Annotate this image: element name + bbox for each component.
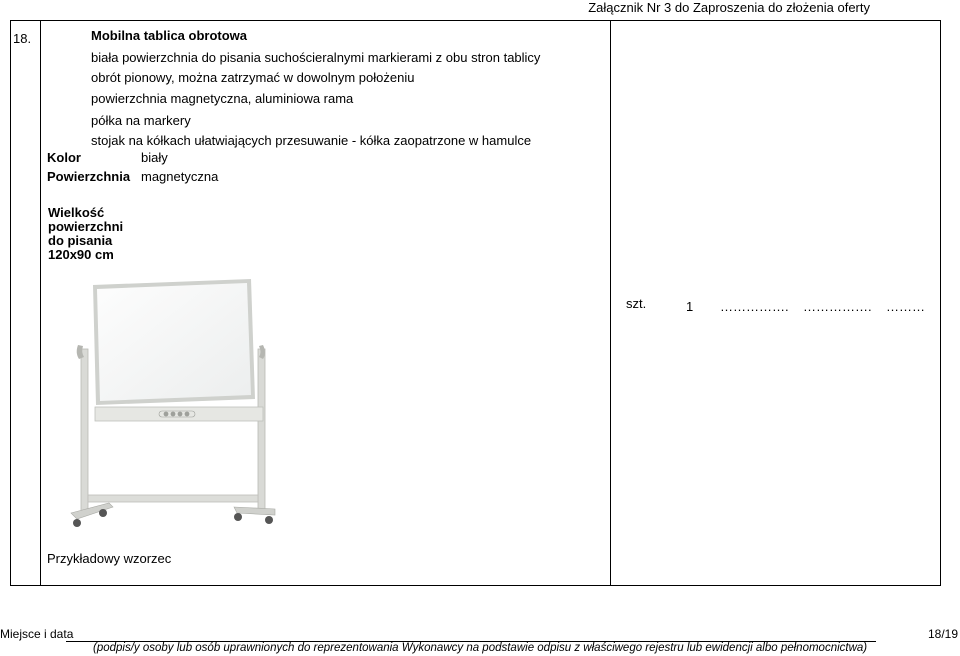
- color-value: biały: [141, 150, 168, 165]
- unit-price-blank[interactable]: …………….: [720, 299, 789, 314]
- feature-line: powierzchnia magnetyczna, aluminiowa rama: [91, 91, 354, 106]
- signature-note: (podpis/y osoby lub osób uprawnionych do reprezentowania Wykonawcy na podstawie odpisu z właściwego rejestru lub ewidencji albo pełnomocnictwa): [93, 642, 868, 654]
- size-label-line: do pisania: [48, 233, 113, 248]
- feature-line: stojak na kółkach ułatwiających przesuwanie - kółka zaopatrzone w hamulce: [91, 133, 532, 148]
- size-value: 120x90 cm: [48, 247, 114, 262]
- net-value-blank[interactable]: …………….: [803, 299, 872, 314]
- color-label: Kolor: [47, 150, 81, 165]
- attachment-note: Załącznik Nr 3 do Zaproszenia do złożenia oferty: [588, 0, 870, 15]
- size-label-line: Wielkość: [48, 205, 105, 220]
- whiteboard-image: [69, 277, 279, 532]
- column-divider: [610, 21, 611, 585]
- gross-value-blank[interactable]: ………: [886, 299, 925, 314]
- feature-line: półka na markery: [91, 113, 191, 128]
- place-date-label: Miejsce i data: [0, 627, 74, 641]
- item-title: Mobilna tablica obrotowa: [91, 28, 248, 43]
- page-number: 18/19: [928, 627, 959, 641]
- surface-value: magnetyczna: [141, 169, 219, 184]
- item-number: 18.: [13, 31, 32, 46]
- sample-caption: Przykładowy wzorzec: [47, 551, 172, 566]
- feature-line: obrót pionowy, można zatrzymać w dowolnym położeniu: [91, 70, 415, 85]
- surface-label: Powierzchnia: [47, 169, 131, 184]
- quantity-cell: 1: [686, 299, 694, 314]
- column-divider: [40, 21, 41, 585]
- feature-line: biała powierzchnia do pisania suchościeralnymi markierami z obu stron tablicy: [91, 50, 541, 65]
- unit-cell: szt.: [626, 296, 647, 311]
- size-label-line: powierzchni: [48, 219, 124, 234]
